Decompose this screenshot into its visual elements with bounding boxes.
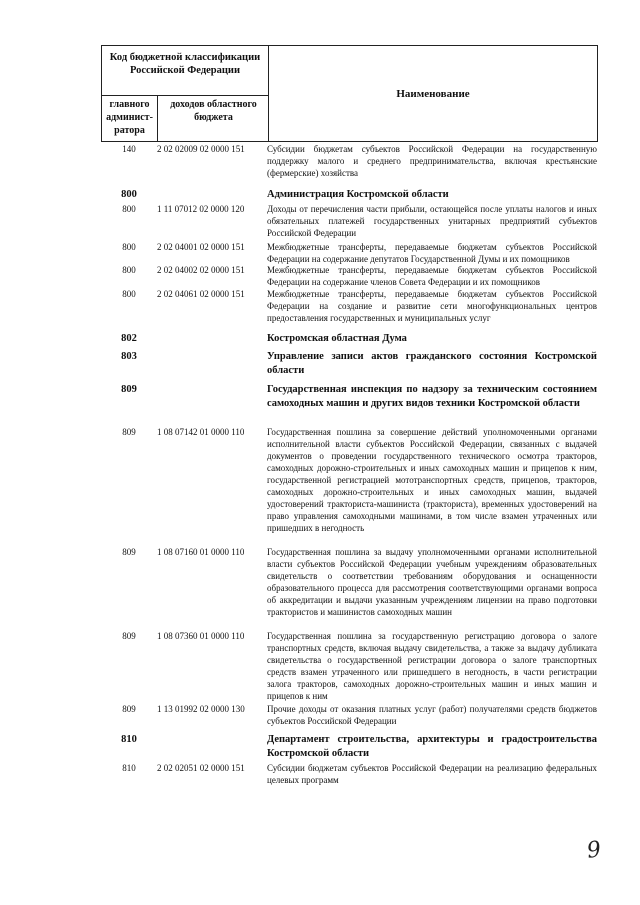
name-cell: Администрация Костромской области	[267, 189, 449, 200]
admin-code-cell: 800	[122, 204, 136, 214]
name-cell: Межбюджетные трансферты, передаваемые бюджетам субъектов Российской Федерации на создание и развитие сети многофункциональных центров предоставления государственных и муниципальных услуг	[267, 289, 597, 323]
admin-code-cell: 800	[122, 242, 136, 252]
income-code-cell: 1 13 01992 02 0000 130	[157, 704, 245, 714]
name-cell: Государственная пошлина за выдачу уполномоченными органами исполнительной власти субъектов Российской Федерации учебным учреждениям образовательных свидетельств о соответствии требованиям оборудования и оснащенности образовательного процесса для рассмотрения соответствующими органами вопроса об аккредитации и выдачи указанным учреждениям лицензии на право подготовки трактористов и машинистов самоходных машин	[267, 547, 597, 617]
income-code-cell: 1 08 07142 01 0000 110	[157, 427, 245, 437]
admin-code-cell: 802	[121, 333, 137, 344]
admin-code-cell: 810	[121, 734, 137, 745]
admin-code-cell: 809	[122, 631, 136, 641]
admin-code-cell: 809	[122, 704, 136, 714]
name-cell: Субсидии бюджетам субъектов Российской Федерации на реализацию федеральных целевых программ	[267, 763, 597, 785]
name-cell: Субсидии бюджетам субъектов Российской Федерации на государственную поддержку малого и среднего предпринимательства, включая крестьянские (фермерские) хозяйства	[267, 144, 597, 178]
admin-code-cell: 810	[122, 763, 136, 773]
name-cell: Департамент строительства, архитектуры и градостроительства Костромской области	[267, 734, 597, 759]
name-cell: Государственная пошлина за совершение действий уполномоченными органами исполнительной власти субъектов Российской Федерации, связанных с выдачей документов о проведении государственного технического осмотра тракторов, самоходных дорожно-строительных и иных самоходных машин и прицепов к ним, государственной регистрацией мототранспортных средств, прицепов, тракторов, самоходных дорожно-строительных и иных самоходных машин, выдачей удостоверений тракториста-машиниста (тракториста), временных удостоверений на право управления самоходными машинами, в том числе взамен утраченных или пришедших в негодность	[267, 427, 597, 533]
codes-title: Код бюджетной классификации Российской Федерации	[109, 52, 261, 76]
codes-subheader	[102, 95, 268, 142]
income-code-cell: 2 02 02009 02 0000 151	[157, 144, 245, 154]
income-code-cell: 2 02 04061 02 0000 151	[157, 289, 245, 299]
admin-code-cell: 809	[122, 427, 136, 437]
admin-code-cell: 800	[122, 289, 136, 299]
admin-code-cell: 809	[121, 384, 137, 395]
name-cell: Костромская областная Дума	[267, 333, 407, 344]
name-cell: Управление записи актов гражданского состояния Костромской области	[267, 351, 597, 376]
name-cell: Государственная пошлина за государственную регистрацию договора о залоге транспортных средств, включая выдачу свидетельства, а также за выдачу дубликата свидетельства о государственной регистрации договора о залоге транспортных средств взамен утраченного или пришедшего в негодность, в части регистрации залога тракторов, самоходных дорожно-строительных машин и иных машин и прицепов к ним	[267, 631, 597, 701]
codes-header	[102, 46, 269, 141]
name-column-header: Наименование	[396, 87, 470, 100]
admin-code-cell: 809	[122, 547, 136, 557]
income-code-cell: 1 08 07360 01 0000 110	[157, 631, 245, 641]
admin-column-header: главного админист- ратора	[102, 96, 158, 142]
admin-code-cell: 803	[121, 351, 137, 362]
income-code-cell: 1 08 07160 01 0000 110	[157, 547, 245, 557]
name-cell: Прочие доходы от оказания платных услуг (работ) получателями средств бюджетов субъектов Российской Федерации	[267, 704, 597, 726]
name-cell: Межбюджетные трансферты, передаваемые бюджетам субъектов Российской Федерации на содержание членов Совета Федерации и их помощников	[267, 265, 597, 287]
income-code-cell: 1 11 07012 02 0000 120	[157, 204, 245, 214]
name-cell: Государственная инспекция по надзору за техническим состоянием самоходных машин и других видов техники Костромской области	[267, 384, 597, 409]
name-cell: Доходы от перечисления части прибыли, остающейся после уплаты налогов и иных обязательных платежей государственных унитарных предприятий субъектов Российской Федерации	[267, 204, 597, 238]
admin-code-cell: 140	[122, 144, 136, 154]
income-column-header: доходов областного бюджета	[170, 99, 257, 123]
income-code-cell: 2 02 04002 02 0000 151	[157, 265, 245, 275]
page-number: 9	[585, 837, 603, 864]
table-header	[101, 45, 598, 142]
name-cell: Межбюджетные трансферты, передаваемые бюджетам субъектов Российской Федерации на содержание депутатов Государственной Думы и их помощников	[267, 242, 597, 264]
income-code-cell: 2 02 02051 02 0000 151	[157, 763, 245, 773]
admin-code-cell: 800	[122, 265, 136, 275]
admin-code-cell: 800	[121, 189, 137, 200]
income-code-cell: 2 02 04001 02 0000 151	[157, 242, 245, 252]
